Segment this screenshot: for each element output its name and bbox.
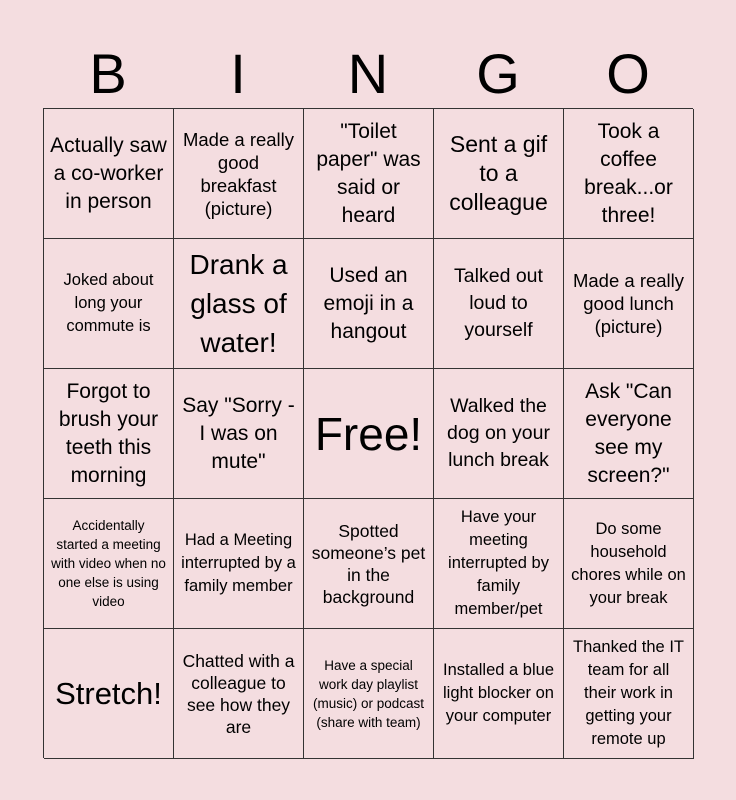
bingo-cell[interactable] [174, 499, 304, 629]
cell-text: Installed a blue light blocker on your computer [443, 661, 554, 725]
cell-text: Took a coffee break...or three! [584, 119, 673, 227]
cell-text: Have a special work day playlist (music) or podcast (share with team) [312, 657, 425, 730]
bingo-cell[interactable] [174, 109, 304, 239]
cell-text: Made a really good breakfast (picture) [182, 128, 295, 219]
cell-text: Used an emoji in a hangout [323, 263, 414, 343]
header-letter-i: I [230, 42, 246, 105]
bingo-cell[interactable] [44, 109, 174, 239]
bingo-cell[interactable] [434, 499, 564, 629]
header-letter-b: B [89, 42, 127, 105]
cell-text: Chatted with a colleague to see how they are [182, 650, 295, 737]
cell-text: Walked the dog on your lunch break [447, 395, 550, 471]
bingo-cell[interactable] [44, 629, 174, 759]
bingo-grid [43, 108, 693, 758]
bingo-cell[interactable] [434, 109, 564, 239]
bingo-cell[interactable] [564, 239, 694, 369]
cell-text: Talked out loud to yourself [454, 265, 543, 341]
cell-text: Joked about long your commute is [63, 271, 154, 335]
cell-text: Thanked the IT team for all their work in getting your remote up [573, 638, 684, 748]
bingo-cell[interactable] [304, 109, 434, 239]
cell-text: Had a Meeting interrupted by a family member [181, 531, 296, 595]
bingo-cell[interactable] [44, 239, 174, 369]
bingo-cell[interactable] [564, 369, 694, 499]
cell-text: Sent a gif to a colleague [449, 131, 548, 215]
cell-text: Made a really good lunch (picture) [572, 270, 685, 337]
cell-text: Say "Sorry - I was on mute" [182, 393, 295, 473]
cell-text: Actually saw a co-worker in person [50, 133, 167, 213]
bingo-cell[interactable] [564, 499, 694, 629]
cell-text: Forgot to brush your teeth this morning [58, 379, 159, 487]
bingo-cell[interactable] [564, 109, 694, 239]
cell-text: Do some household chores while on your break [571, 519, 686, 607]
cell-text: "Toilet paper" was said or heard [316, 119, 421, 227]
cell-text: Stretch! [55, 675, 162, 711]
cell-text: Spotted someone’s pet in the background [311, 520, 426, 607]
cell-text: Ask "Can everyone see my screen?" [585, 379, 672, 487]
bingo-cell[interactable] [44, 369, 174, 499]
header-letter-g: G [476, 42, 520, 105]
cell-text: Have your meeting interrupted by family member/pet [448, 508, 549, 618]
bingo-cell[interactable] [434, 629, 564, 759]
bingo-cell[interactable] [174, 239, 304, 369]
bingo-cell[interactable] [174, 629, 304, 759]
header-letter-n: N [347, 42, 389, 105]
free-space-cell[interactable] [304, 369, 434, 499]
bingo-cell[interactable] [304, 499, 434, 629]
bingo-cell[interactable] [304, 629, 434, 759]
bingo-cell[interactable] [434, 239, 564, 369]
bingo-cell[interactable] [44, 499, 174, 629]
header-letter-o: O [606, 42, 650, 105]
bingo-cell[interactable] [434, 369, 564, 499]
cell-text: Accidentally started a meeting with video when no one else is using video [51, 518, 166, 609]
bingo-cell[interactable] [564, 629, 694, 759]
bingo-cell[interactable] [174, 369, 304, 499]
cell-text: Drank a glass of water! [189, 249, 288, 358]
bingo-cell[interactable] [304, 239, 434, 369]
bingo-header [43, 40, 693, 108]
cell-text: Free! [314, 407, 423, 460]
